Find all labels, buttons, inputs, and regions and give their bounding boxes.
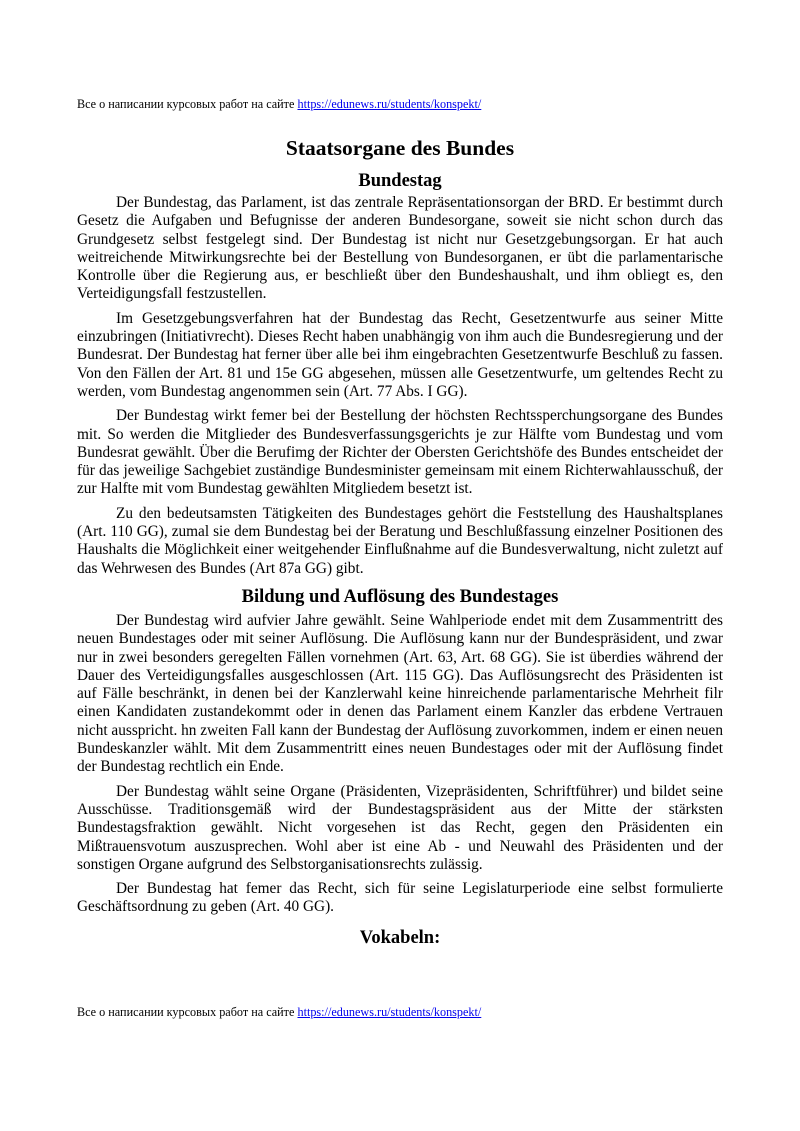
- paragraph: Der Bundestag wählt seine Organe (Präsidenten, Vizepräsidenten, Schriftführer) und bildet seine Ausschüsse. Traditionsgemäß wird der Bundestagspräsident aus der Mitte der stärksten Bundestagsfraktion gewählt. Nicht vorgesehen ist das Recht, gegen den Präsidenten ein Mißtrauensvotum auszusprechen. Wohl aber ist eine Ab - und Neuwahl des Präsidenten und der sonstigen Organe aufgrund des Selbstorganisationsrechts zulässig.: [77, 782, 723, 873]
- header-banner-text: Все о написании курсовых работ на сайте: [77, 97, 298, 111]
- paragraph: Der Bundestag wirkt femer bei der Bestellung der höchsten Rechtssperchungsorgane des Bundes mit. So werden die Mitglieder des Bundesverfassungsgerichts je zur Hälfte vom Bundestag und vom Bundesrat gewählt. Über die Berufimg der Richter der Obersten Gerichtshöfe des Bundes entscheidet der für das jeweilige Sachgebiet zuständige Bundesminister gemeinsam mit einem Richterwahlausschuß, der zur Halfte mit vom Bundestag gewählten Mitgliedem besetzt ist.: [77, 407, 723, 498]
- document-body: [77, 132, 723, 951]
- paragraph: Der Bundestag, das Parlament, ist das zentrale Repräsentationsorgan der BRD. Er bestimmt durch Gesetz die Aufgaben und Befugnisse der anderen Bundesorgane, soweit sie nicht schon durch das Grundgesetz selbst festgelegt sind. Der Bundestag ist nicht nur Gesetzgebungsorgan. Er hat auch weitreichende Mitwirkungsrechte bei der Bestellung von Bundesorganen, er übt die parlamentarische Kontrolle über die Regierung aus, er beschließt über den Bundeshaushalt, und ihm obliegt es, den Verteidigungsfall festzustellen.: [77, 194, 723, 303]
- footer-banner-text: Все о написании курсовых работ на сайте: [77, 1005, 298, 1019]
- section-heading-bundestag: Bundestag: [358, 171, 442, 191]
- paragraph: Der Bundestag hat femer das Recht, sich für seine Legislaturperiode eine selbst formulierte Geschäftsordnung zu geben (Art. 40 GG).: [77, 880, 723, 916]
- section-heading-vokabeln: Vokabeln:: [359, 927, 441, 948]
- paragraph: Zu den bedeutsamsten Tätigkeiten des Bundestages gehört die Feststellung des Haushaltsplanes (Art. 110 GG), zumal sie dem Bundestag bei der Beratung und Beschlußfassung einzelner Positionen des Haushalts die Möglichkeit einer weitgehender Einflußnahme auf die Bundesverwaltung, nicht zuletzt auf das Wehrwesen des Bundes (Art 87a GG) gibt.: [77, 504, 723, 577]
- paragraph: Im Gesetzgebungsverfahren hat der Bundestag das Recht, Gesetzentwurfe aus seiner Mitte einzubringen (Initiativrecht). Dieses Recht haben unabhängig von ihm auch die Bundesregierung und der Bundesrat. Der Bundestag hat ferner über alle bei ihm eingebrachten Gesetzentwurfe Beschluß zu fassen. Von den Fällen der Art. 81 und 15e GG abgesehen, müssen alle Gesetzentwurfe, um geltendes Recht zu werden, vom Bundestag angenommen sein (Art. 77 Abs. I GG).: [77, 309, 723, 400]
- document-title: Staatsorgane des Bundes: [285, 136, 515, 160]
- header-banner: [77, 96, 737, 112]
- section-heading-bildung: Bildung und Auflösung des Bundestages: [241, 586, 559, 607]
- header-link[interactable]: https://edunews.ru/students/konspekt/: [297, 97, 482, 111]
- footer-link[interactable]: https://edunews.ru/students/konspekt/: [297, 1005, 482, 1019]
- footer-banner: [77, 1004, 737, 1020]
- paragraph: Der Bundestag wird aufvier Jahre gewählt. Seine Wahlperiode endet mit dem Zusammentritt des neuen Bundestages oder mit seiner Auflösung. Die Auflösung kann nur der Bundespräsident, und zwar nur in zwei besonders geregelten Fällen vornehmen (Art. 63, Art. 68 GG). Sie ist überdies während der Dauer des Verteidigungsfalles ausgeschlossen (Art. 115 GG). Das Auflösungsrecht des Präsidenten ist auf Fälle beschränkt, in denen bei der Kanzlerwahl keine hinreichende parlamentarische Mehrheit filr einen Kandidaten zustandekommt oder in denen das Parlament einem Kanzler das erbdene Vertrauen nicht ausspricht. hn zweiten Fall kann der Bundestag der Auflösung zuvorkommen, indem er einen neuen Bundeskanzler wählt. Mit dem Zusammentritt eines neuen Bundestages oder mit der Auflösung findet der Bundestag rechtlich ein Ende.: [77, 611, 723, 776]
